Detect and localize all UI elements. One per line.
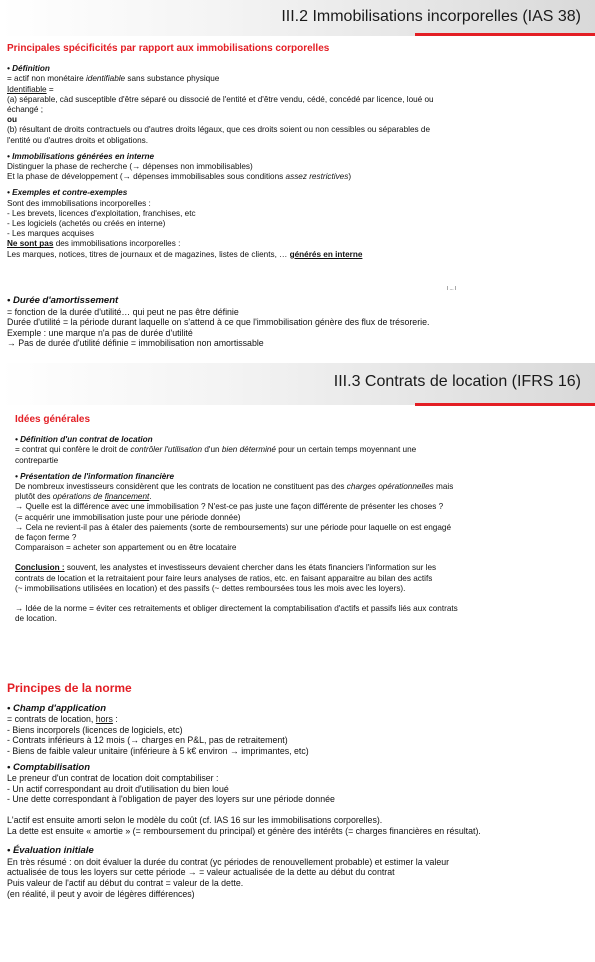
def-lease-label: • Définition d'un contrat de location	[15, 435, 153, 445]
conclusion-line-1	[15, 563, 590, 573]
text-run: souvent, les analystes et investisseurs devaient chercher dans les états financiers l'information sur les	[64, 563, 437, 573]
examples-label: • Exemples et contre-exemples	[7, 188, 128, 198]
compta-line-2: L'actif est ensuite amorti selon le modèle du coût (cf. IAS 16 sur les immobilisations corporelles).	[7, 814, 383, 825]
text-run: plutôt des	[15, 492, 53, 502]
amort-line-1: = fonction de la durée d'utilité… qui peut ne pas être définie	[7, 306, 239, 317]
generated-line-2	[7, 172, 592, 182]
eval-line-2: actualisée de tous les loyers sur cette période → = valeur actualisée de la dette au début du contrat	[7, 867, 395, 878]
generated-label: • Immobilisations générées en interne	[7, 151, 155, 161]
counter-examples-intro	[7, 239, 592, 249]
section-banner-ias38	[0, 0, 595, 36]
eval-line-3: Puis valeur de l'actif au début du contrat = valeur de la dette.	[7, 877, 244, 888]
definition-label: • Définition	[7, 64, 50, 74]
text-run: = contrat qui confère le droit de	[15, 445, 131, 455]
text-run: financement	[104, 492, 150, 502]
champ-line-1	[7, 714, 592, 725]
text-run: mais	[433, 482, 454, 492]
conclusion-line-3: (~ immobilisations utilisées en location) et des passifs (~ dettes remboursées tous les mois avec les loyers).	[15, 583, 406, 593]
idee-norme-line-2: de location.	[15, 614, 57, 624]
text-run: hors	[95, 714, 113, 725]
definition-a-1: (a) séparable, càd susceptible d'être séparé ou dissocié de l'entité et d'être vendu, cédé, concédé par licence, loué ou	[7, 94, 434, 104]
text-run: identifiable	[85, 74, 126, 84]
list-item: - Une dette correspondant à l'obligation de payer des loyers sur une période donnée	[7, 794, 335, 805]
text-run: Et la phase de développement (→ dépenses immobilisables sous conditions	[7, 172, 286, 182]
text-run: Les marques, notices, titres de journaux et de magazines, listes de clients, …	[7, 249, 290, 259]
amort-line-4: → Pas de durée d'utilité définie = immobilisation non amortissable	[7, 338, 264, 349]
text-run: = actif non monétaire	[7, 74, 86, 84]
presentation-label: • Présentation de l'information financière	[15, 471, 175, 481]
def-lease-line-1	[15, 445, 590, 455]
presentation-line-2	[15, 492, 590, 502]
text-run: .	[149, 492, 152, 502]
list-item: - Biens de faible valeur unitaire (inférieure à 5 k€ environ → imprimantes, etc)	[7, 745, 309, 756]
list-item: - Biens incorporels (licences de logiciels, etc)	[7, 724, 183, 735]
text-run: Identifiable	[7, 84, 47, 94]
section-title-ias38: III.2 Immobilisations incorporelles (IAS 38)	[281, 8, 581, 25]
ias38-content	[7, 44, 592, 260]
heading-specificites: Principales spécificités par rapport aux immobilisations corporelles	[7, 43, 330, 54]
eval-line-4: (en réalité, il peut y avoir de légères différences)	[7, 888, 195, 899]
list-item: - Contrats inférieurs à 12 mois (→ charges en P&L, pas de retraitement)	[7, 735, 288, 746]
definition-b-1: (b) résultant de droits contractuels ou d'autres droits légaux, que ces droits soient ou non cessibles ou séparables de	[7, 125, 431, 135]
text-run: :	[112, 714, 118, 725]
list-item: - Les marques acquises	[7, 229, 94, 239]
text-run: De nombreux investisseurs considèrent que les contrats de location ne constituent pas des	[15, 482, 347, 492]
identifiable-line	[7, 85, 592, 95]
text-run: des immobilisations incorporelles :	[53, 239, 181, 249]
definition-line	[7, 74, 592, 84]
idee-norme-line-1: → Idée de la norme = éviter ces retraitements et obliger directement la comptabilisation d'actifs et passifs liés aux contrats	[15, 604, 458, 614]
presentation-line-7: Comparaison = acheter son appartement ou en être locataire	[15, 543, 237, 553]
text-run: bien déterminé	[221, 445, 276, 455]
amort-line-3: Exemple : une marque n'a pas de durée d'utilité	[7, 327, 193, 338]
ifrs16-content	[15, 415, 590, 624]
compta-label: • Comptabilisation	[7, 761, 91, 773]
presentation-line-5: → Cela ne revient-il pas à étaler des paiements (sorte de remboursements) sur une période pour laquelle on est engagé	[15, 522, 452, 532]
amort-line-2: Durée d'utilité = la période durant laquelle on s'attend à ce que l'immobilisation génère des flux de trésorerie.	[7, 317, 430, 328]
list-item: - Un actif correspondant au droit d'utilisation du bien loué	[7, 783, 229, 794]
compta-line-3: La dette est ensuite « amortie » (= remboursement du principal) et génère des intérêts (= charges financières en résultat).	[7, 825, 481, 836]
text-run: sans substance physique	[125, 74, 220, 84]
definition-a-2: échangé ;	[7, 105, 43, 115]
amortissement-content	[7, 296, 592, 349]
eval-line-1: En très résumé : on doit évaluer la durée du contrat (yc périodes de renouvellement probable) et estimer la valeur	[7, 856, 450, 867]
generated-line-1: Distinguer la phase de recherche (→ dépenses non immobilisables)	[7, 162, 253, 172]
text-run: contrôler l'utilisation	[130, 445, 203, 455]
section-banner-ifrs16	[0, 363, 595, 405]
principes-content	[7, 683, 592, 899]
text-run: pour un certain temps moyennant une	[276, 445, 417, 455]
heading-principes: Principes de la norme	[7, 681, 132, 695]
presentation-line-3: → Quelle est la différence avec une immobilisation ? N'est-ce pas juste une façon différente de présenter les choses ?	[15, 502, 444, 512]
def-lease-line-2: contrepartie	[15, 455, 59, 465]
text-run: =	[46, 84, 54, 94]
title-underline	[415, 403, 595, 406]
counter-examples-line	[7, 250, 592, 260]
compta-line-1: Le preneur d'un contrat de location doit comptabiliser :	[7, 773, 219, 784]
champ-label: • Champ d'application	[7, 702, 107, 714]
eval-label: • Évaluation initiale	[7, 845, 94, 857]
section-title-ifrs16: III.3 Contrats de location (IFRS 16)	[333, 373, 581, 390]
text-run: charges opérationnelles	[346, 482, 434, 492]
text-run: Ne sont pas	[7, 239, 54, 249]
text-run: = contrats de location,	[7, 714, 96, 725]
definition-ou: ou	[7, 115, 18, 125]
text-run: )	[348, 172, 352, 182]
text-run: générés en interne	[289, 249, 363, 259]
presentation-line-4: (= acquérir une immobilisation juste pour une période donnée)	[15, 512, 241, 522]
list-item: - Les brevets, licences d'exploitation, franchises, etc	[7, 208, 196, 218]
presentation-line-1	[15, 482, 590, 492]
conclusion-line-2: contrats de location et la retraitaient pour faire leurs analyses de ratios, etc. en faisant apparaitre au bilan des actifs	[15, 573, 433, 583]
text-run: Conclusion :	[15, 563, 65, 573]
title-underline	[415, 33, 595, 36]
heading-idees-generales: Idées générales	[15, 414, 91, 425]
text-run: assez restrictives	[285, 172, 349, 182]
text-run: d'un	[202, 445, 222, 455]
presentation-line-6: de façon ferme ?	[15, 533, 77, 543]
text-run: opérations de	[52, 492, 105, 502]
list-item: - Les logiciels (achetés ou créés en interne)	[7, 219, 166, 229]
definition-b-2: l'entité ou d'autres droits et obligations.	[7, 135, 149, 145]
amort-label: • Durée d'amortissement	[7, 295, 119, 306]
examples-intro: Sont des immobilisations incorporelles :	[7, 198, 151, 208]
page-footer-mark: l ... l	[447, 286, 457, 292]
